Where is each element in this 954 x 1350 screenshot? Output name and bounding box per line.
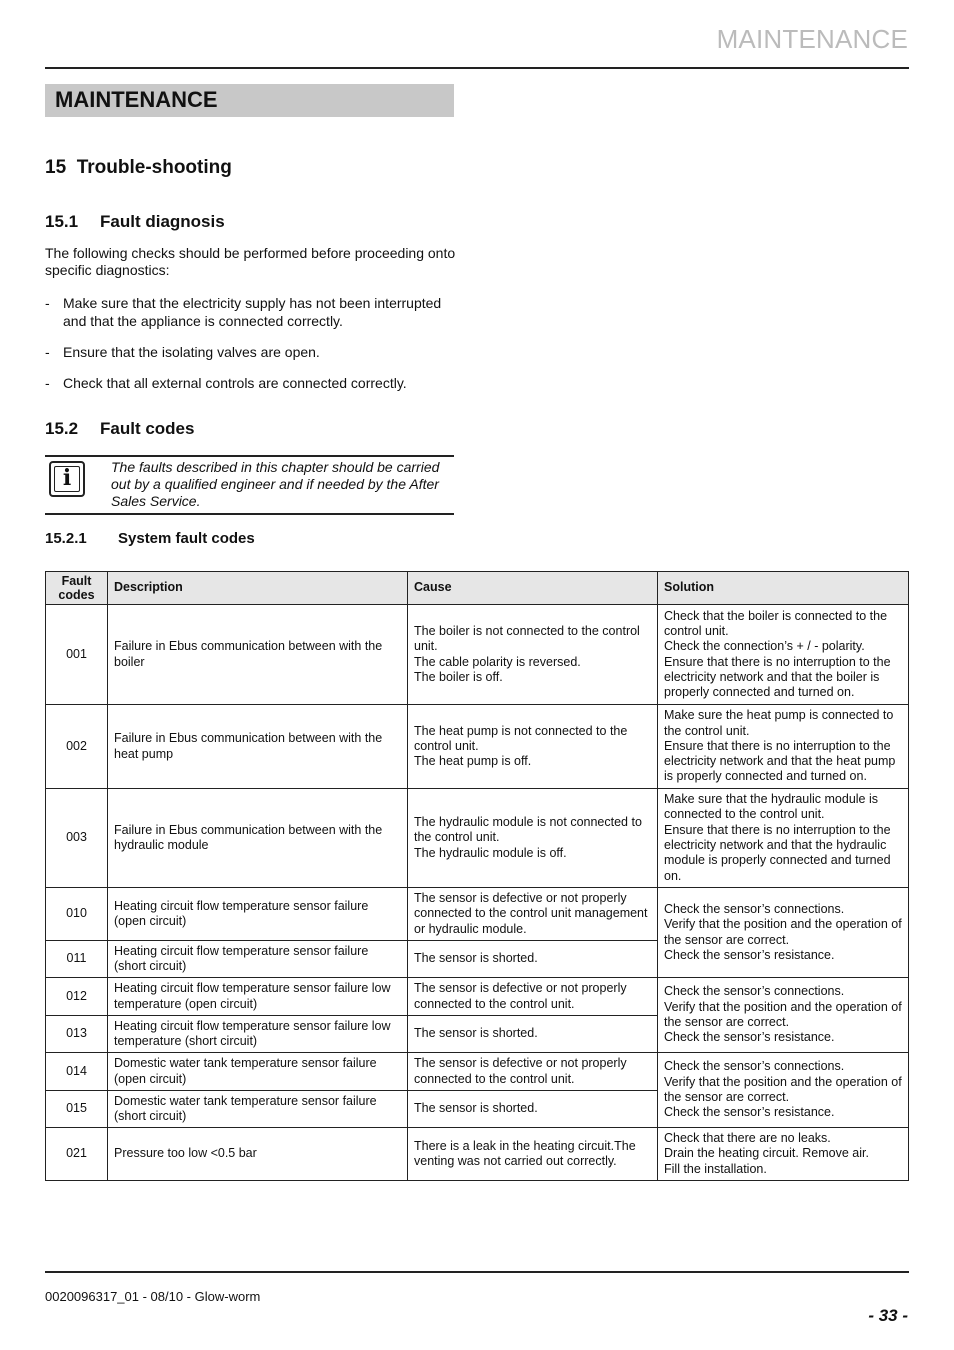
table-row	[46, 789, 909, 888]
cell-description: Failure in Ebus communication between with the heat pump	[108, 705, 408, 789]
cell-solution-merged: Check the sensor’s connections. Verify that the position and the operation of the sensor are correct. Check the sensor’s resistance.	[658, 888, 909, 978]
intro-paragraph: The following checks should be performed before proceeding onto specific diagnostics:	[45, 245, 456, 278]
subsection-heading-fault-diagnosis	[45, 212, 225, 232]
table-row	[46, 1128, 909, 1181]
cell-solution-merged: Check the sensor’s connections. Verify that the position and the operation of the sensor are correct. Check the sensor’s resistance.	[658, 978, 909, 1053]
col-header-cause: Cause	[408, 572, 658, 605]
subsubsection-number: 15.2.1	[45, 530, 87, 547]
cell-cause: The boiler is not connected to the control unit. The cable polarity is reversed. The boiler is off.	[408, 605, 658, 705]
col-header-solution: Solution	[658, 572, 909, 605]
document-reference: 0020096317_01 - 08/10 - Glow-worm	[45, 1289, 261, 1304]
running-header: MAINTENANCE	[716, 24, 908, 54]
table-row	[46, 978, 909, 1016]
subsection-number: 15.2	[45, 419, 79, 438]
cell-cause: The sensor is shorted.	[408, 1016, 658, 1053]
subsection-title: Fault diagnosis	[100, 212, 225, 231]
cell-code: 021	[46, 1128, 108, 1181]
list-item: - Check that all external controls are connected correctly.	[45, 374, 460, 392]
info-icon: i	[49, 461, 85, 497]
table-row	[46, 705, 909, 789]
cell-description: Domestic water tank temperature sensor failure (short circuit)	[108, 1091, 408, 1128]
cell-description: Pressure too low <0.5 bar	[108, 1128, 408, 1181]
cell-solution: Make sure that the hydraulic module is connected to the control unit. Ensure that there is no interruption to the electricity network and that the hydraulic module is properly connected and turned on.	[658, 789, 909, 888]
cell-description: Failure in Ebus communication between with the hydraulic module	[108, 789, 408, 888]
cell-cause: The sensor is defective or not properly connected to the control unit management or hydraulic module.	[408, 888, 658, 941]
cell-cause: The sensor is defective or not properly connected to the control unit.	[408, 1053, 658, 1091]
subsubsection-heading	[45, 530, 255, 547]
list-item: - Make sure that the electricity supply has not been interrupted and that the appliance is connected correctly.	[45, 294, 460, 330]
cell-cause: There is a leak in the heating circuit.The venting was not carried out correctly.	[408, 1128, 658, 1181]
cell-cause: The sensor is shorted.	[408, 1091, 658, 1128]
cell-code: 015	[46, 1091, 108, 1128]
list-item: - Ensure that the isolating valves are open.	[45, 343, 460, 361]
cell-code: 003	[46, 789, 108, 888]
list-item-text: Check that all external controls are connected correctly.	[63, 375, 407, 391]
section-number: 15	[45, 157, 67, 178]
cell-solution: Check that there are no leaks. Drain the heating circuit. Remove air. Fill the installation.	[658, 1128, 909, 1181]
col-header-code: Fault codes	[46, 572, 108, 605]
cell-description: Heating circuit flow temperature sensor failure low temperature (short circuit)	[108, 1016, 408, 1053]
section-heading	[45, 157, 232, 179]
cell-description: Failure in Ebus communication between with the boiler	[108, 605, 408, 705]
fault-codes-table	[45, 571, 909, 1181]
subsubsection-title: System fault codes	[118, 530, 255, 547]
cell-description: Heating circuit flow temperature sensor failure (short circuit)	[108, 941, 408, 978]
note-rule-bottom	[45, 513, 454, 515]
table-row	[46, 1053, 909, 1091]
cell-code: 013	[46, 1016, 108, 1053]
page-number: - 33 -	[868, 1306, 908, 1325]
cell-cause: The sensor is defective or not properly connected to the control unit.	[408, 978, 658, 1016]
subsection-heading-fault-codes	[45, 419, 194, 439]
table-header-row	[46, 572, 909, 605]
cell-description: Heating circuit flow temperature sensor failure low temperature (open circuit)	[108, 978, 408, 1016]
header-rule	[45, 67, 909, 69]
cell-code: 010	[46, 888, 108, 941]
cell-solution: Make sure the heat pump is connected to the control unit. Ensure that there is no interruption to the electricity network and that the heat pump is properly connected and turned on.	[658, 705, 909, 789]
subsection-title: Fault codes	[100, 419, 195, 438]
table-row	[46, 888, 909, 941]
cell-cause: The hydraulic module is not connected to the control unit. The hydraulic module is off.	[408, 789, 658, 888]
subsection-number: 15.1	[45, 212, 79, 231]
col-header-description: Description	[108, 572, 408, 605]
list-item-text: Ensure that the isolating valves are open.	[63, 344, 320, 360]
cell-solution: Check that the boiler is connected to the control unit. Check the connection’s + / - polarity. Ensure that there is no interruption to the electricity network and that the boiler is properly connected and turned on.	[658, 605, 909, 705]
cell-code: 012	[46, 978, 108, 1016]
table-row	[46, 605, 909, 705]
cell-code: 011	[46, 941, 108, 978]
footer-rule	[45, 1271, 909, 1273]
note-text: The faults described in this chapter should be carried out by a qualified engineer and if needed by the After Sales Service.	[111, 459, 440, 509]
cell-cause: The sensor is shorted.	[408, 941, 658, 978]
cell-code: 001	[46, 605, 108, 705]
cell-cause: The heat pump is not connected to the control unit. The heat pump is off.	[408, 705, 658, 789]
cell-description: Domestic water tank temperature sensor failure (open circuit)	[108, 1053, 408, 1091]
cell-code: 002	[46, 705, 108, 789]
banner-title: MAINTENANCE	[55, 87, 218, 112]
cell-code: 014	[46, 1053, 108, 1091]
cell-solution-merged: Check the sensor’s connections. Verify that the position and the operation of the sensor are correct. Check the sensor’s resistance.	[658, 1053, 909, 1128]
section-banner	[45, 84, 454, 117]
list-item-text: Make sure that the electricity supply has not been interrupted and that the appliance is connected correctly.	[63, 295, 442, 329]
section-title: Trouble-shooting	[76, 157, 232, 178]
note-rule-top	[45, 455, 454, 457]
cell-description: Heating circuit flow temperature sensor failure (open circuit)	[108, 888, 408, 941]
